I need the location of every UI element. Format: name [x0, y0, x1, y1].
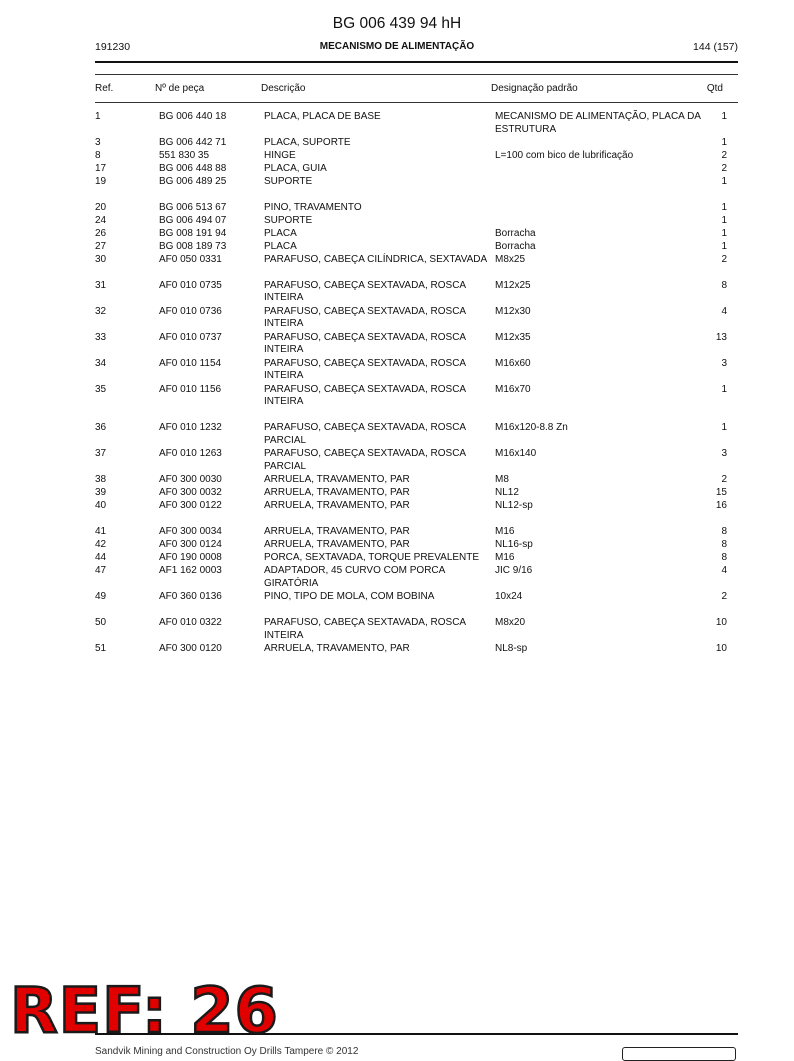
row-part-number: AF0 300 0030: [159, 474, 222, 486]
row-quantity: 10: [715, 616, 727, 628]
row-part-number: 551 830 35: [159, 150, 210, 161]
row-description: ARRUELA, TRAVAMENTO, PAR: [264, 642, 410, 654]
table-row: [95, 306, 727, 332]
row-standard: NL8-sp: [495, 642, 528, 654]
table-row: [95, 487, 727, 500]
row-ref: 17: [95, 163, 107, 174]
row-description: PARAFUSO, CABEÇA CILÍNDRICA, SEXTAVADA: [264, 253, 488, 265]
column-header-part: Nº de peça: [155, 83, 205, 94]
row-ref: 39: [95, 487, 107, 499]
row-ref: 3: [95, 137, 101, 148]
row-quantity: 1: [721, 214, 727, 226]
row-ref: 31: [95, 279, 107, 291]
row-description: PARAFUSO, CABEÇA SEXTAVADA, ROSCA INTEIRA: [264, 305, 466, 330]
row-part-number: BG 006 494 07: [159, 214, 227, 226]
row-description: PARAFUSO, CABEÇA SEXTAVADA, ROSCA INTEIRA: [264, 383, 466, 408]
row-quantity: 8: [721, 526, 727, 538]
table-row: [95, 526, 727, 539]
row-description: PLACA, PLACA DE BASE: [264, 111, 381, 122]
table-row: [95, 358, 727, 384]
row-part-number: AF0 300 0034: [159, 526, 222, 538]
row-ref: 8: [95, 150, 101, 161]
row-quantity: 3: [721, 357, 727, 369]
row-ref: 40: [95, 500, 107, 512]
row-quantity: 1: [721, 240, 727, 252]
row-part-number: AF0 300 0032: [159, 487, 222, 499]
row-ref: 20: [95, 201, 107, 213]
row-part-number: BG 006 448 88: [159, 163, 227, 174]
row-description: PLACA: [264, 227, 297, 239]
document-code: 191230: [95, 41, 131, 53]
row-ref: 51: [95, 642, 107, 654]
row-description: PORCA, SEXTAVADA, TORQUE PREVALENTE: [264, 552, 480, 564]
row-ref: 35: [95, 383, 107, 395]
row-description: ARRUELA, TRAVAMENTO, PAR: [264, 487, 410, 499]
row-description: SUPORTE: [264, 176, 313, 187]
row-ref: 42: [95, 539, 107, 551]
row-description: SUPORTE: [264, 214, 313, 226]
row-part-number: AF0 010 1263: [159, 448, 222, 460]
row-standard: M16x60: [495, 357, 531, 369]
row-part-number: BG 008 191 94: [159, 227, 227, 239]
row-standard: NL12-sp: [495, 500, 533, 512]
table-row: [95, 254, 727, 267]
row-description: PARAFUSO, CABEÇA SEXTAVADA, ROSCA INTEIRA: [264, 279, 466, 304]
row-part-number: AF0 010 1232: [159, 422, 222, 434]
row-quantity: 1: [721, 137, 727, 148]
row-standard: M16x140: [495, 448, 537, 460]
row-description: PINO, TIPO DE MOLA, COM BOBINA: [264, 591, 435, 603]
row-ref: 34: [95, 357, 107, 369]
row-part-number: AF0 010 0735: [159, 279, 222, 291]
row-ref: 44: [95, 552, 107, 564]
row-standard: M12x30: [495, 305, 531, 317]
footer-text: Sandvik Mining and Construction Oy Drills Tampere © 2012: [95, 1046, 359, 1057]
table-row: [95, 565, 727, 591]
row-quantity: 13: [715, 331, 727, 343]
table-row: [95, 176, 727, 189]
row-standard: M8: [495, 474, 509, 486]
row-standard: M12x35: [495, 331, 531, 343]
row-quantity: 4: [721, 305, 727, 317]
row-part-number: BG 006 442 71: [159, 137, 227, 148]
row-description: PLACA, GUIA: [264, 163, 327, 174]
table-row: [95, 474, 727, 487]
table-row: [95, 384, 727, 410]
row-ref: 47: [95, 565, 107, 577]
row-description: ARRUELA, TRAVAMENTO, PAR: [264, 474, 410, 486]
table-row: [95, 617, 727, 643]
column-header-ref: Ref.: [95, 83, 114, 94]
parts-table: [95, 111, 727, 656]
row-part-number: AF0 010 1154: [159, 357, 222, 369]
row-part-number: AF0 300 0122: [159, 500, 222, 512]
table-header-rule: [95, 102, 738, 103]
table-row: [95, 552, 727, 565]
row-quantity: 2: [721, 474, 727, 486]
row-description: ADAPTADOR, 45 CURVO COM PORCA GIRATÓRIA: [264, 565, 445, 589]
section-title: MECANISMO DE ALIMENTAÇÃO: [319, 41, 475, 52]
row-standard: M16: [495, 552, 515, 564]
row-ref: 49: [95, 591, 107, 603]
table-row: [95, 111, 727, 137]
row-standard: NL12: [495, 487, 519, 499]
row-part-number: AF0 050 0331: [159, 253, 222, 265]
row-quantity: 1: [721, 176, 727, 187]
row-part-number: AF0 190 0008: [159, 552, 222, 564]
row-quantity: 1: [721, 383, 727, 395]
row-ref: 36: [95, 422, 107, 434]
table-top-rule: [95, 74, 738, 75]
table-row: [95, 215, 727, 228]
row-part-number: AF1 162 0003: [159, 565, 222, 577]
row-standard: M16x70: [495, 383, 531, 395]
row-part-number: AF0 300 0120: [159, 642, 222, 654]
row-standard: MECANISMO DE ALIMENTAÇÃO, PLACA DA ESTRUTURA: [495, 111, 701, 135]
row-quantity: 15: [715, 487, 727, 499]
row-ref: 50: [95, 616, 107, 628]
row-ref: 37: [95, 448, 107, 460]
table-row: [95, 137, 727, 150]
row-description: PARAFUSO, CABEÇA SEXTAVADA, ROSCA INTEIRA: [264, 357, 466, 382]
row-ref: 24: [95, 214, 107, 226]
row-standard: M16: [495, 526, 515, 538]
table-row: [95, 500, 727, 513]
row-standard: M16x120-8.8 Zn: [495, 422, 568, 434]
row-standard: M12x25: [495, 279, 531, 291]
row-quantity: 8: [721, 279, 727, 291]
row-description: ARRUELA, TRAVAMENTO, PAR: [264, 526, 410, 538]
row-ref: 1: [95, 111, 101, 122]
row-description: PARAFUSO, CABEÇA SEXTAVADA, ROSCA INTEIRA: [264, 331, 466, 356]
document-title: BG 006 439 94 hH: [332, 15, 462, 32]
row-standard: 10x24: [495, 591, 523, 603]
row-ref: 30: [95, 253, 107, 265]
row-part-number: BG 006 489 25: [159, 176, 227, 187]
row-quantity: 1: [721, 111, 727, 122]
row-ref: 19: [95, 176, 107, 187]
row-quantity: 2: [721, 163, 727, 174]
column-header-desc: Descrição: [261, 83, 306, 94]
row-ref: 41: [95, 526, 107, 538]
row-quantity: 2: [721, 591, 727, 603]
row-description: PLACA, SUPORTE: [264, 137, 351, 148]
row-quantity: 1: [721, 227, 727, 239]
row-standard: JIC 9/16: [495, 565, 533, 577]
row-part-number: BG 006 440 18: [159, 111, 227, 122]
row-ref: 38: [95, 474, 107, 486]
page-number: 144 (157): [693, 41, 738, 53]
footer-logo-box: [622, 1047, 736, 1061]
row-standard: L=100 com bico de lubrificação: [495, 150, 634, 161]
row-description: ARRUELA, TRAVAMENTO, PAR: [264, 539, 410, 551]
table-row: [95, 202, 727, 215]
row-part-number: AF0 010 1156: [159, 383, 222, 395]
row-quantity: 3: [721, 448, 727, 460]
row-part-number: BG 008 189 73: [159, 240, 227, 252]
row-quantity: 1: [721, 422, 727, 434]
row-quantity: 16: [715, 500, 727, 512]
table-row: [95, 591, 727, 604]
column-header-qty: Qtd: [706, 83, 723, 94]
row-quantity: 8: [721, 552, 727, 564]
row-description: PARAFUSO, CABEÇA SEXTAVADA, ROSCA PARCIAL: [264, 448, 466, 473]
row-ref: 33: [95, 331, 107, 343]
row-part-number: AF0 010 0737: [159, 331, 222, 343]
row-standard: Borracha: [495, 240, 536, 252]
row-quantity: 2: [721, 150, 727, 161]
table-row: [95, 241, 727, 254]
row-part-number: BG 006 513 67: [159, 201, 227, 213]
table-row: [95, 150, 727, 163]
table-row: [95, 163, 727, 176]
table-row: [95, 422, 727, 448]
row-description: PARAFUSO, CABEÇA SEXTAVADA, ROSCA PARCIAL: [264, 422, 466, 447]
table-row: [95, 539, 727, 552]
row-quantity: 4: [721, 565, 727, 577]
row-standard: M8x20: [495, 616, 526, 628]
table-row: [95, 228, 727, 241]
row-description: PINO, TRAVAMENTO: [264, 201, 362, 213]
row-quantity: 1: [721, 201, 727, 213]
row-description: PLACA: [264, 240, 297, 252]
row-quantity: 10: [715, 642, 727, 654]
row-standard: NL16-sp: [495, 539, 533, 551]
row-part-number: AF0 010 0322: [159, 616, 222, 628]
row-part-number: AF0 300 0124: [159, 539, 222, 551]
row-quantity: 2: [721, 253, 727, 265]
table-row: [95, 332, 727, 358]
row-ref: 26: [95, 227, 107, 239]
header-rule: [95, 61, 738, 63]
row-quantity: 8: [721, 539, 727, 551]
table-row: [95, 448, 727, 474]
row-part-number: AF0 360 0136: [159, 591, 222, 603]
table-row: [95, 643, 727, 656]
ref-stamp: REF: 26: [10, 974, 279, 1047]
row-standard: M8x25: [495, 253, 526, 265]
row-description: HINGE: [264, 150, 296, 161]
row-description: ARRUELA, TRAVAMENTO, PAR: [264, 500, 410, 512]
row-description: PARAFUSO, CABEÇA SEXTAVADA, ROSCA INTEIRA: [264, 616, 466, 641]
row-ref: 32: [95, 305, 107, 317]
table-row: [95, 280, 727, 306]
row-ref: 27: [95, 240, 107, 252]
column-header-std: Designação padrão: [491, 83, 578, 94]
row-part-number: AF0 010 0736: [159, 305, 222, 317]
row-standard: Borracha: [495, 227, 536, 239]
